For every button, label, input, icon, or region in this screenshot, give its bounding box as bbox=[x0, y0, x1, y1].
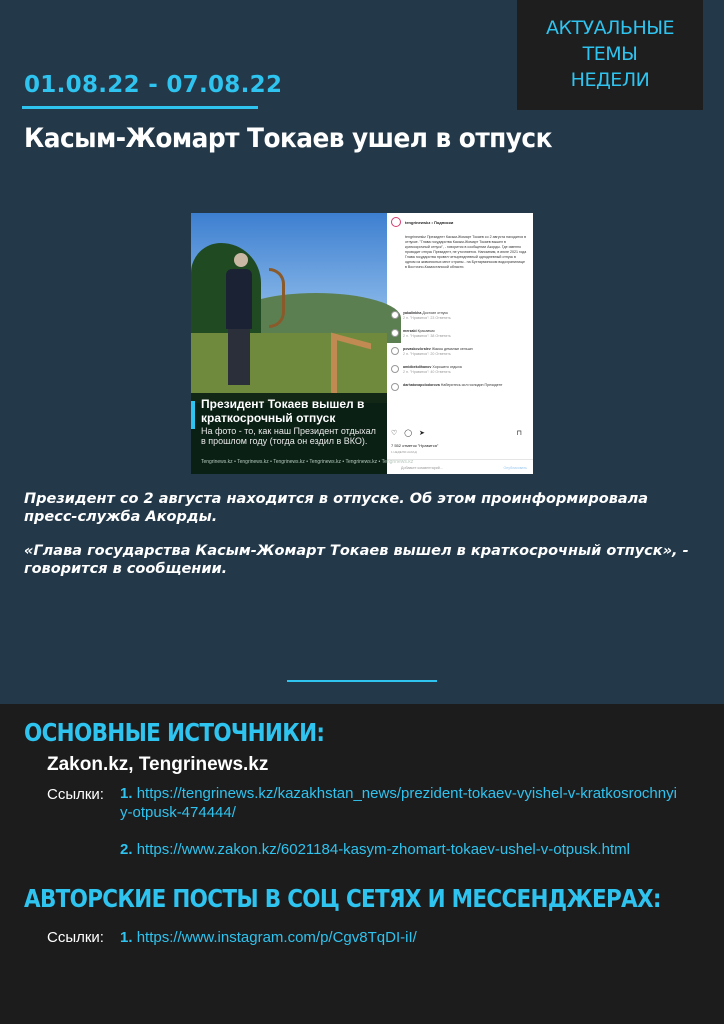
avatar[interactable] bbox=[391, 311, 399, 319]
list-item: amidbekdihanov Хорошего отдыха 2 н. "Нравится": 40 Ответить bbox=[391, 365, 529, 383]
date-range: 01.08.22 - 07.08.22 bbox=[24, 72, 283, 98]
post-header bbox=[391, 217, 529, 229]
badge-line-1: АКТУАЛЬНЫЕ ТЕМЫ bbox=[545, 17, 675, 65]
page-title: Касым-Жомарт Токаев ушел в отпуск bbox=[24, 123, 552, 154]
source-link-1[interactable]: 1. https://tengrinews.kz/kazakhstan_news/prezident-tokaev-vyishel-v-kratkosrochnyiy-otpusk-474444/ bbox=[120, 785, 677, 821]
sources-names: Zakon.kz, Tengrinews.kz bbox=[47, 754, 269, 775]
comment-input[interactable]: Добавьте комментарий... Опубликовать bbox=[387, 459, 533, 474]
avatar[interactable] bbox=[391, 365, 399, 373]
bottom-section bbox=[0, 704, 724, 1024]
avatar[interactable] bbox=[391, 217, 401, 227]
photo-title: Президент Токаев вышел в краткосрочный отпуск bbox=[201, 397, 365, 425]
list-item: povaskov.kralev Жаксы демалып кельшн 2 н. "Нравится": 20 Ответить bbox=[391, 347, 529, 365]
photo-archer bbox=[226, 253, 256, 393]
source-link-2[interactable]: 2. https://www.zakon.kz/6021184-kasym-zhomart-tokaev-ushel-v-otpusk.html bbox=[120, 841, 630, 858]
list-item: merzabi Красавчик 2 н. "Нравится": 38 Ответить bbox=[391, 329, 529, 347]
bow-icon bbox=[269, 268, 285, 328]
badge-line-2: НЕДЕЛИ bbox=[570, 69, 650, 91]
likes-count[interactable]: 7 552 отметок "Нравится" bbox=[391, 443, 439, 448]
list-item: yakalinkha Достоин отпуск 2 н. "Нравится": 23 Ответить bbox=[391, 311, 529, 329]
author-links-label: Ссылки: bbox=[47, 929, 104, 946]
post-timestamp: 1 НЕДЕЛЯ НАЗАД bbox=[391, 450, 417, 454]
photo-subtitle: На фото - то, как наш Президент отдыхал в прошлом году (тогда он ездил в ВКО). bbox=[201, 426, 376, 446]
avatar[interactable] bbox=[391, 329, 399, 337]
date-underline bbox=[22, 106, 258, 109]
instagram-embed-screenshot[interactable] bbox=[191, 213, 533, 474]
avatar[interactable] bbox=[391, 383, 399, 391]
bookmark-icon[interactable]: ⊓ bbox=[516, 430, 522, 437]
publish-button[interactable]: Опубликовать bbox=[503, 466, 527, 470]
article-body bbox=[24, 490, 704, 594]
body-paragraph-2: «Глава государства Касым-Жомарт Токаев вышел в краткосрочный отпуск», - говорится в сообщении. bbox=[24, 543, 689, 577]
follow-button[interactable]: Подписки bbox=[433, 220, 454, 225]
comments-list bbox=[391, 311, 529, 401]
author-posts-title: АВТОРСКИЕ ПОСТЫ В СОЦ СЕТЯХ И МЕССЕНДЖЕРАХ: bbox=[24, 884, 661, 913]
sources-links-label: Ссылки: bbox=[47, 786, 104, 803]
author-link-1[interactable]: 1. https://www.instagram.com/p/Cgv8TqDI-iI/ bbox=[120, 929, 417, 946]
body-paragraph-1: Президент со 2 августа находится в отпуске. Об этом проинформировала пресс-служба Акорды. bbox=[24, 491, 649, 525]
avatar[interactable] bbox=[391, 347, 399, 355]
share-icon[interactable]: ➤ bbox=[419, 430, 425, 437]
list-item: darhatovapolodorova Наберитесь сил господин Президент bbox=[391, 383, 529, 401]
photo-footer: Tengrinews.kz • Tengrinews.kz • Tengrinews.kz • Tengrinews.kz • Tengrinews.kz • Tengrinews.kz bbox=[201, 459, 414, 465]
weekly-topics-badge bbox=[517, 0, 703, 110]
heart-icon[interactable]: ♡ bbox=[391, 430, 398, 437]
post-actions bbox=[391, 431, 529, 441]
post-caption: tengrinewskz Президент Касым-Жомарт Токаев со 2 августа находится в отпуске. "Глава государства Касым-Жомарт Токаев вышел в краткосрочный отпуск", - говорится в сообщении Акорды. Где именно проводит отпуск Президент, не уточняется. Напомним, в июле 2021 года Глава государства провел четырехдневный однодневный отпуск в одном из живописных мест страны - на Бухтарминском водохранилище в Восточно-Казахстанской области. bbox=[405, 235, 527, 269]
comment-icon[interactable]: ◯ bbox=[404, 430, 413, 437]
sources-title: ОСНОВНЫЕ ИСТОЧНИКИ: bbox=[24, 718, 325, 747]
overlay-accent-bar bbox=[191, 401, 195, 429]
instagram-panel bbox=[387, 213, 533, 474]
post-username[interactable]: tengrinewskz • Подписки bbox=[405, 220, 454, 225]
section-divider bbox=[287, 680, 437, 682]
